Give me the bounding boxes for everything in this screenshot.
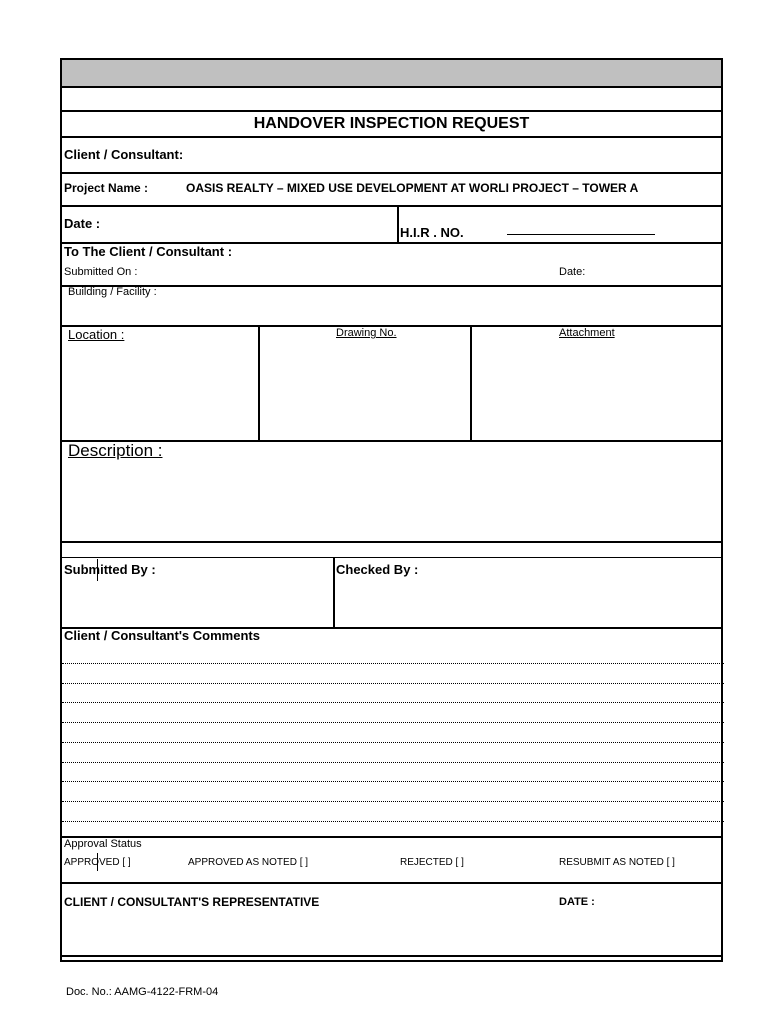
divider — [62, 285, 721, 287]
submitted-on-label: Submitted On : — [64, 266, 138, 278]
date-small-label: Date: — [559, 266, 586, 278]
approved-as-noted-option[interactable]: APPROVED AS NOTED [ ] — [188, 857, 309, 868]
divider — [62, 205, 721, 207]
submitted-by-label: Submitted By : — [64, 562, 156, 577]
resubmit-option[interactable]: RESUBMIT AS NOTED [ ] — [559, 857, 675, 868]
doc-number: Doc. No.: AAMG-4122-FRM-04 — [66, 986, 219, 998]
comments-label: Client / Consultant's Comments — [64, 628, 260, 643]
description-label: Description : — [68, 441, 163, 460]
building-facility-label: Building / Facility : — [68, 286, 157, 298]
client-consultant-label: Client / Consultant: — [64, 147, 184, 162]
divider — [258, 325, 260, 440]
form-title: HANDOVER INSPECTION REQUEST — [253, 115, 530, 132]
text-cursor — [97, 853, 98, 871]
comment-line[interactable] — [62, 683, 724, 684]
comment-line[interactable] — [62, 702, 724, 703]
approved-option[interactable]: APPROVED [ ] — [64, 857, 131, 868]
comment-line[interactable] — [62, 742, 724, 743]
approval-status-label: Approval Status — [64, 838, 142, 850]
hir-no-label: H.I.R . NO. — [400, 225, 464, 240]
divider — [62, 836, 721, 838]
location-label: Location : — [68, 327, 125, 342]
divider — [62, 882, 721, 884]
to-client-label: To The Client / Consultant : — [64, 244, 233, 259]
comment-line[interactable] — [62, 663, 724, 664]
date-label: Date : — [64, 216, 101, 231]
rep-date-label: DATE : — [559, 896, 595, 908]
text-cursor — [97, 559, 98, 581]
divider — [62, 172, 721, 174]
project-name-value: OASIS REALTY – MIXED USE DEVELOPMENT AT WORLI PROJECT – TOWER A — [186, 181, 639, 195]
comment-line[interactable] — [62, 762, 724, 763]
attachment-label: Attachment — [559, 327, 615, 339]
comment-line[interactable] — [62, 781, 724, 782]
hir-no-field[interactable] — [507, 234, 655, 235]
divider — [62, 110, 721, 112]
divider — [62, 86, 721, 88]
rejected-option[interactable]: REJECTED [ ] — [400, 857, 464, 868]
divider — [62, 557, 721, 558]
comment-line[interactable] — [62, 722, 724, 723]
divider — [333, 557, 335, 627]
checked-by-label: Checked By : — [336, 562, 419, 577]
comment-line[interactable] — [62, 821, 724, 822]
divider — [62, 541, 721, 543]
divider — [470, 325, 472, 440]
comment-line[interactable] — [62, 801, 724, 802]
project-name-label: Project Name : — [64, 181, 149, 195]
divider — [62, 955, 721, 957]
representative-label: CLIENT / CONSULTANT'S REPRESENTATIVE — [64, 895, 320, 909]
inspection-form — [60, 58, 723, 962]
drawing-no-label: Drawing No. — [336, 327, 397, 339]
header-band — [62, 60, 721, 86]
divider — [397, 205, 399, 242]
divider — [62, 136, 721, 138]
